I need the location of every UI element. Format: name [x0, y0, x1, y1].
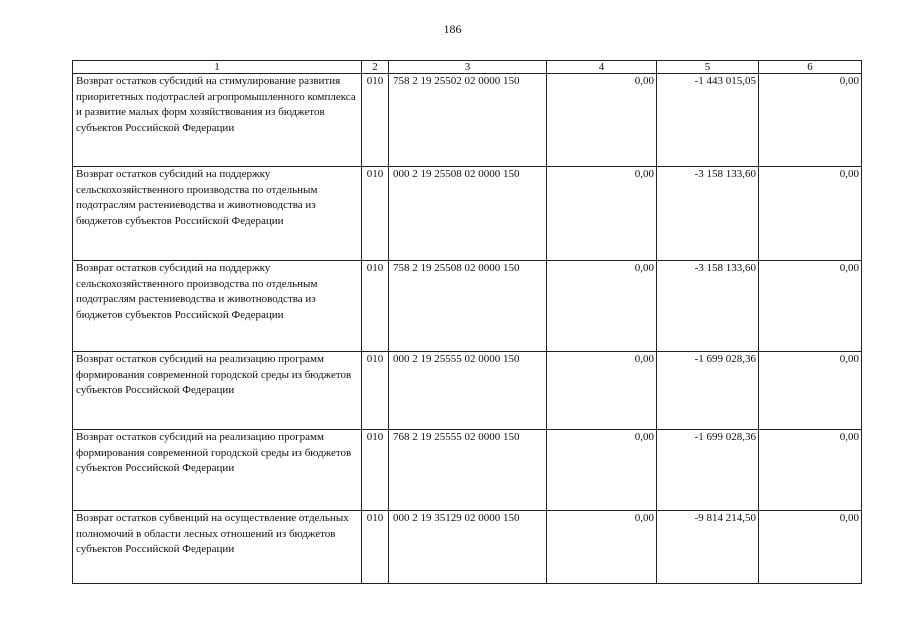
row-col6-value: 0,00 [759, 261, 862, 352]
row-col5-value: -3 158 133,60 [657, 261, 759, 352]
row-col6-value: 0,00 [759, 167, 862, 261]
row-budget-code: 000 2 19 25555 02 0000 150 [389, 352, 547, 430]
row-col4-value: 0,00 [547, 261, 657, 352]
row-name: Возврат остатков субвенций на осуществление отдельных полномочий в области лесных отношений из бюджетов субъектов Российской Федерации [73, 511, 362, 584]
row-col5-value: -9 814 214,50 [657, 511, 759, 584]
row-name: Возврат остатков субсидий на реализацию программ формирования современной городской среды из бюджетов субъектов Российской Федерации [73, 430, 362, 511]
row-budget-code: 768 2 19 25555 02 0000 150 [389, 430, 547, 511]
row-col4-value: 0,00 [547, 74, 657, 167]
row-name: Возврат остатков субсидий на поддержку сельскохозяйственного производства по отдельным подотраслям растениеводства и животноводства из бюджетов субъектов Российской Федерации [73, 167, 362, 261]
row-line-code: 010 [362, 74, 389, 167]
row-budget-code: 758 2 19 25508 02 0000 150 [389, 261, 547, 352]
row-line-code: 010 [362, 430, 389, 511]
header-col-4: 4 [547, 61, 657, 74]
page-number: 186 [443, 22, 462, 36]
row-col6-value: 0,00 [759, 74, 862, 167]
table-header-row [73, 61, 862, 74]
row-name: Возврат остатков субсидий на реализацию программ формирования современной городской среды из бюджетов субъектов Российской Федерации [73, 352, 362, 430]
row-line-code: 010 [362, 261, 389, 352]
table-row [73, 430, 862, 511]
row-col5-value: -1 443 015,05 [657, 74, 759, 167]
row-budget-code: 000 2 19 25508 02 0000 150 [389, 167, 547, 261]
row-name: Возврат остатков субсидий на поддержку сельскохозяйственного производства по отдельным подотраслям растениеводства и животноводства из бюджетов субъектов Российской Федерации [73, 261, 362, 352]
budget-table [72, 60, 862, 584]
row-col4-value: 0,00 [547, 352, 657, 430]
header-col-5: 5 [657, 61, 759, 74]
row-budget-code: 000 2 19 35129 02 0000 150 [389, 511, 547, 584]
header-col-2: 2 [362, 61, 389, 74]
table-row [73, 352, 862, 430]
row-budget-code: 758 2 19 25502 02 0000 150 [389, 74, 547, 167]
header-col-1: 1 [73, 61, 362, 74]
row-col6-value: 0,00 [759, 511, 862, 584]
row-col4-value: 0,00 [547, 511, 657, 584]
row-col4-value: 0,00 [547, 167, 657, 261]
row-line-code: 010 [362, 511, 389, 584]
row-col6-value: 0,00 [759, 430, 862, 511]
table-row [73, 261, 862, 352]
header-col-3: 3 [389, 61, 547, 74]
row-col5-value: -1 699 028,36 [657, 430, 759, 511]
row-col5-value: -1 699 028,36 [657, 352, 759, 430]
table-row [73, 167, 862, 261]
row-col5-value: -3 158 133,60 [657, 167, 759, 261]
table-row [73, 74, 862, 167]
row-col6-value: 0,00 [759, 352, 862, 430]
row-name: Возврат остатков субсидий на стимулирование развития приоритетных подотраслей агропромышленного комплекса и развитие малых форм хозяйствования из бюджетов субъектов Российской Федерации [73, 74, 362, 167]
row-line-code: 010 [362, 352, 389, 430]
header-col-6: 6 [759, 61, 862, 74]
row-line-code: 010 [362, 167, 389, 261]
row-col4-value: 0,00 [547, 430, 657, 511]
table-row [73, 511, 862, 584]
